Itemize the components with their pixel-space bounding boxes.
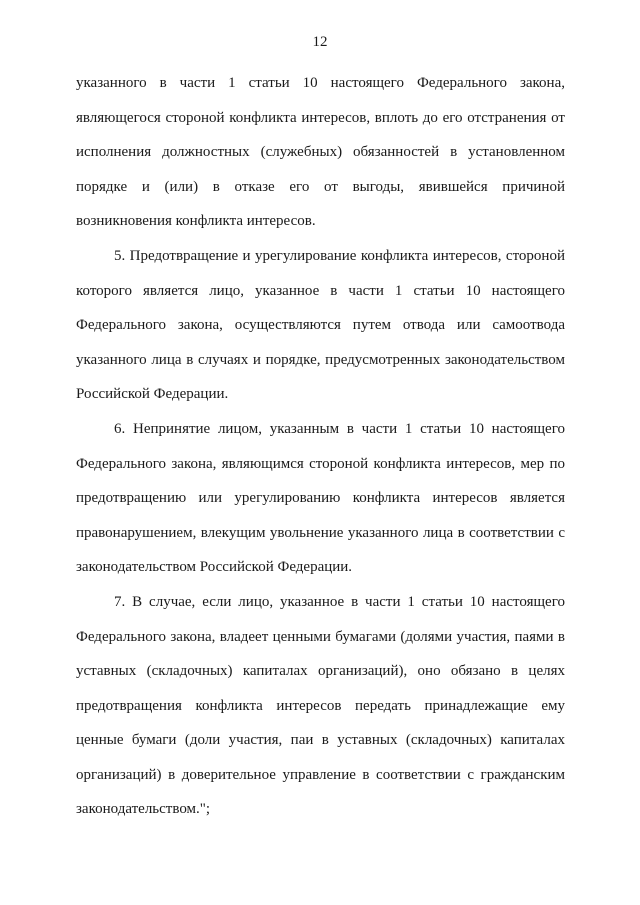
paragraph-continuation: указанного в части 1 статьи 10 настоящего Федерального закона, являющегося стороной конфликта интересов, вплоть до его отстранения от исполнения должностных (служебных) обязанностей в установленном порядке и (или) в отказе его от выгоды, явившейся причиной возникновения конфликта интересов. [76, 75, 565, 230]
document-body [76, 66, 565, 827]
page-number: 12 [312, 34, 328, 50]
paragraph-item-6: 6. Непринятие лицом, указанным в части 1 статьи 10 настоящего Федерального закона, являющимся стороной конфликта интересов, мер по предотвращению или урегулированию конфликта интересов является правонарушением, влекущим увольнение указанного лица в соответствии с законодательством Российской Федерации. [76, 420, 565, 576]
paragraph-item-5: 5. Предотвращение и урегулирование конфликта интересов, стороной которого является лицо, указанное в части 1 статьи 10 настоящего Федерального закона, осуществляются путем отвода или самоотвода указанного лица в случаях и порядке, предусмотренных законодательством Российской Федерации. [76, 247, 565, 403]
paragraph-item-7: 7. В случае, если лицо, указанное в части 1 статьи 10 настоящего Федерального закона, владеет ценными бумагами (долями участия, паями в уставных (складочных) капиталах организаций), оно обязано в целях предотвращения конфликта интересов передать принадлежащие ему ценные бумаги (доли участия, паи в уставных (складочных) капиталах организаций) в доверительное управление в соответствии с гражданским законодательством."; [76, 593, 565, 818]
